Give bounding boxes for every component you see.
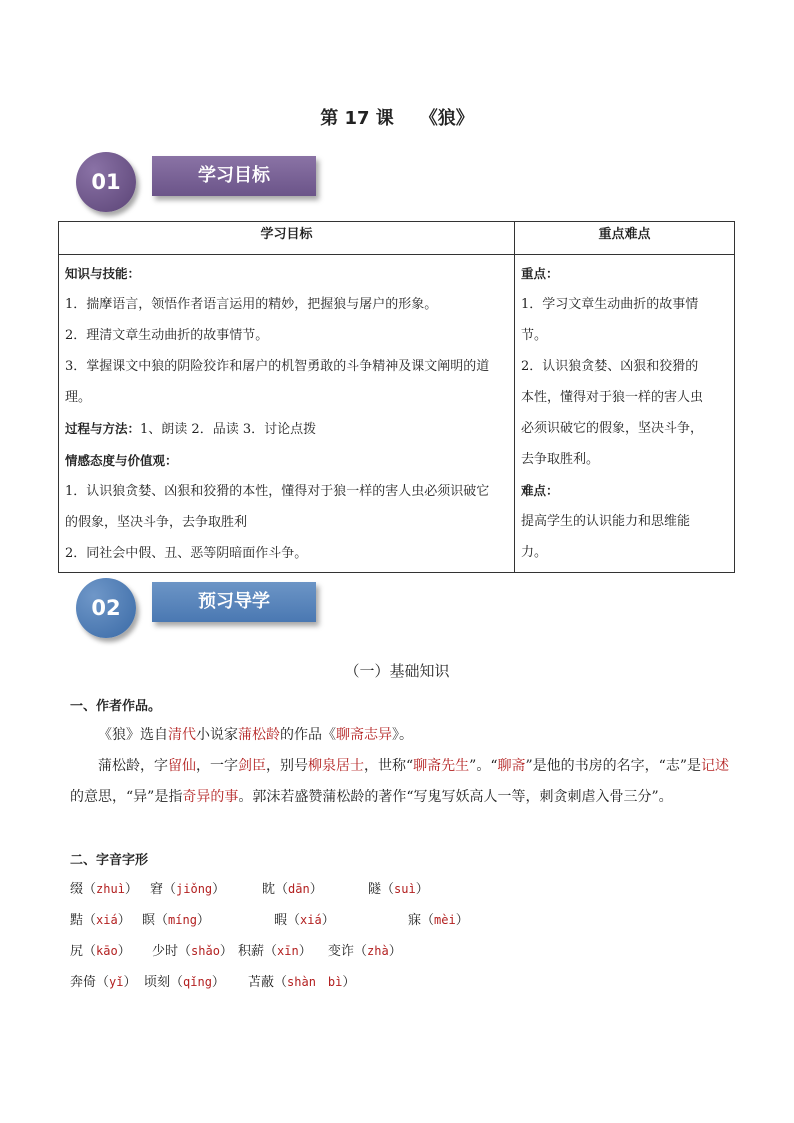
goal-line: 3．掌握课文中狼的阴险狡诈和屠户的机智勇敢的斗争精神及课文阐明的道 bbox=[65, 359, 490, 374]
highlight-text: 柳泉居士 bbox=[308, 758, 364, 774]
character: 黠（ bbox=[70, 913, 97, 928]
goal-line: 2．理清文章生动曲折的故事情节。 bbox=[65, 328, 269, 343]
section-badge-preview bbox=[76, 576, 336, 640]
pronunciation-item bbox=[70, 874, 138, 905]
focus-line: 力。 bbox=[521, 545, 548, 560]
paren: ） bbox=[342, 975, 356, 990]
pinyin: xiá bbox=[96, 913, 118, 927]
text-span: 蒲松龄，字 bbox=[98, 758, 168, 774]
pronunciation-row bbox=[70, 967, 738, 998]
pinyin: jiǒng bbox=[176, 882, 213, 896]
highlight-text: 奇异的事 bbox=[182, 789, 239, 805]
paren: ） bbox=[415, 882, 429, 897]
part-heading: 二、字音字形 bbox=[70, 853, 149, 868]
paren: ） bbox=[219, 944, 233, 959]
character: 眈（ bbox=[262, 882, 289, 897]
character: 顷刻（ bbox=[144, 975, 184, 990]
table-row bbox=[59, 255, 735, 573]
text-span: 》。 bbox=[392, 727, 413, 743]
pronunciation-item bbox=[262, 874, 323, 905]
text-span: 《狼》选自 bbox=[98, 727, 168, 743]
goal-line: 1．揣摩语言，领悟作者语言运用的精妙，把握狼与屠户的形象。 bbox=[65, 297, 438, 312]
focus-line: 提高学生的认识能力和思维能 bbox=[521, 514, 691, 529]
pinyin: yǐ bbox=[109, 975, 124, 989]
highlight-text: 记述 bbox=[700, 758, 729, 774]
page-title bbox=[0, 104, 794, 130]
pronunciation-item bbox=[70, 967, 136, 998]
text-span: 的意思，“异”是 bbox=[70, 789, 169, 805]
character: 尻（ bbox=[70, 944, 97, 959]
pronunciation-section bbox=[70, 848, 738, 998]
goal-line: 1．认识狼贪婪、凶狠和狡猾的本性，懂得对于狼一样的害人虫必须识破它 bbox=[65, 484, 490, 499]
pronunciation-item bbox=[142, 905, 210, 936]
table-header-goals: 学习目标 bbox=[59, 222, 515, 255]
pronunciation-list bbox=[70, 874, 738, 998]
pronunciation-item bbox=[328, 936, 402, 967]
section-title: （一）基础知识 bbox=[344, 662, 450, 680]
highlight-text: 聊斋 bbox=[497, 758, 526, 774]
goal-line: 理。 bbox=[65, 390, 92, 405]
pronunciation-row bbox=[70, 874, 738, 905]
focus-heading: 重点： bbox=[521, 266, 559, 281]
pronunciation-row bbox=[70, 936, 738, 967]
focus-line: 1．学习文章生动曲折的故事情 bbox=[521, 297, 699, 312]
paren: ） bbox=[196, 913, 210, 928]
character: 积薪（ bbox=[238, 944, 278, 959]
goal-heading: 过程与方法： bbox=[65, 421, 141, 436]
goals-table bbox=[58, 221, 735, 573]
pinyin: shàn bì bbox=[287, 975, 343, 989]
text-span: 。郭沫若盛赞蒲松龄的著作“写鬼写妖高人一等，刺贪刺虐入骨三分”。 bbox=[238, 789, 673, 805]
text-span: ，别号 bbox=[266, 758, 308, 774]
paren: ） bbox=[455, 913, 469, 928]
highlight-text: 剑臣 bbox=[238, 758, 266, 774]
pronunciation-item bbox=[150, 874, 225, 905]
paren: ） bbox=[117, 913, 131, 928]
goal-line bbox=[65, 413, 508, 445]
character: 窘（ bbox=[150, 882, 177, 897]
goal-heading: 情感态度与价值观： bbox=[65, 453, 178, 468]
character: 瞑（ bbox=[142, 913, 169, 928]
paren: ） bbox=[309, 882, 323, 897]
highlight-text: 聊斋志异 bbox=[336, 727, 392, 743]
highlight-text: 蒲松龄 bbox=[238, 727, 280, 743]
focus-line: 去争取胜利。 bbox=[521, 452, 600, 467]
text-span: ，一字 bbox=[196, 758, 238, 774]
focus-cell bbox=[515, 255, 735, 573]
pinyin: dān bbox=[288, 882, 310, 896]
goal-value: 1、朗读 2．品读 3．讨论点拨 bbox=[140, 422, 317, 437]
part-heading: 一、作者作品。 bbox=[70, 699, 162, 714]
pronunciation-item bbox=[408, 905, 469, 936]
difficulty-heading: 难点： bbox=[521, 483, 559, 498]
pinyin: kāo bbox=[96, 944, 118, 958]
paren: ） bbox=[124, 882, 138, 897]
pronunciation-item bbox=[238, 936, 312, 967]
author-paragraph bbox=[70, 751, 738, 813]
paren: ） bbox=[117, 944, 131, 959]
paren: ） bbox=[123, 975, 137, 990]
badge-number: 01 bbox=[76, 152, 136, 212]
focus-line: 必须识破它的假象，坚决斗争， bbox=[521, 421, 704, 436]
highlight-text: 聊斋先生 bbox=[413, 758, 470, 774]
paren: ） bbox=[211, 975, 225, 990]
goals-cell bbox=[59, 255, 515, 573]
focus-line: 本性，懂得对于狼一样的害人虫 bbox=[521, 390, 704, 405]
paren: ） bbox=[388, 944, 402, 959]
focus-line: 2．认识狼贪婪、凶狠和狡猾的 bbox=[521, 359, 699, 374]
badge-number: 02 bbox=[76, 578, 136, 638]
character: 缀（ bbox=[70, 882, 97, 897]
text-span: 指 bbox=[168, 789, 183, 805]
text-span: 的作品《 bbox=[280, 727, 336, 743]
pronunciation-item bbox=[274, 905, 335, 936]
lesson-number: 第 17 课 bbox=[320, 108, 394, 129]
pinyin: shǎo bbox=[191, 944, 220, 958]
paren: ） bbox=[321, 913, 335, 928]
table-header-row bbox=[59, 222, 735, 255]
text-span: 小说家 bbox=[196, 727, 238, 743]
pronunciation-item bbox=[152, 936, 233, 967]
highlight-text: 清代 bbox=[168, 727, 196, 743]
section-badge-goals bbox=[76, 150, 336, 214]
pronunciation-item bbox=[248, 967, 355, 998]
goal-heading: 知识与技能： bbox=[65, 266, 141, 281]
pinyin: míng bbox=[168, 913, 197, 927]
character: 隧（ bbox=[368, 882, 395, 897]
pronunciation-row bbox=[70, 905, 738, 936]
character: 少时（ bbox=[152, 944, 192, 959]
badge-label: 学习目标 bbox=[152, 156, 316, 196]
pronunciation-item bbox=[70, 905, 131, 936]
pronunciation-item bbox=[70, 936, 131, 967]
goal-line: 2．同社会中假、丑、恶等阴暗面作斗争。 bbox=[65, 546, 308, 561]
character: 变诈（ bbox=[328, 944, 368, 959]
author-works-section bbox=[70, 694, 738, 813]
pinyin: xiá bbox=[300, 913, 322, 927]
focus-line: 节。 bbox=[521, 328, 548, 343]
paren: ） bbox=[298, 944, 312, 959]
paren: ） bbox=[212, 882, 226, 897]
character: 寐（ bbox=[408, 913, 435, 928]
highlight-text: 留仙 bbox=[168, 758, 196, 774]
pronunciation-item bbox=[144, 967, 225, 998]
text-span: ”是他的书房的名字，“志”是 bbox=[525, 758, 701, 774]
goal-line: 的假象，坚决斗争，去争取胜利 bbox=[65, 515, 248, 530]
character: 苫蔽（ bbox=[248, 975, 288, 990]
table-header-focus: 重点难点 bbox=[515, 222, 735, 255]
text-span: ”。“ bbox=[469, 758, 498, 774]
lesson-name: 《狼》 bbox=[419, 108, 474, 129]
pinyin: qǐng bbox=[183, 975, 212, 989]
intro-paragraph bbox=[70, 720, 738, 751]
pinyin: suì bbox=[394, 882, 416, 896]
pinyin: xīn bbox=[277, 944, 299, 958]
pinyin: zhuì bbox=[96, 882, 125, 896]
pinyin: zhà bbox=[367, 944, 389, 958]
character: 奔倚（ bbox=[70, 975, 110, 990]
badge-label: 预习导学 bbox=[152, 582, 316, 622]
pronunciation-item bbox=[368, 874, 429, 905]
pinyin: mèi bbox=[434, 913, 456, 927]
text-span: ，世称“ bbox=[364, 758, 414, 774]
character: 暇（ bbox=[274, 913, 301, 928]
